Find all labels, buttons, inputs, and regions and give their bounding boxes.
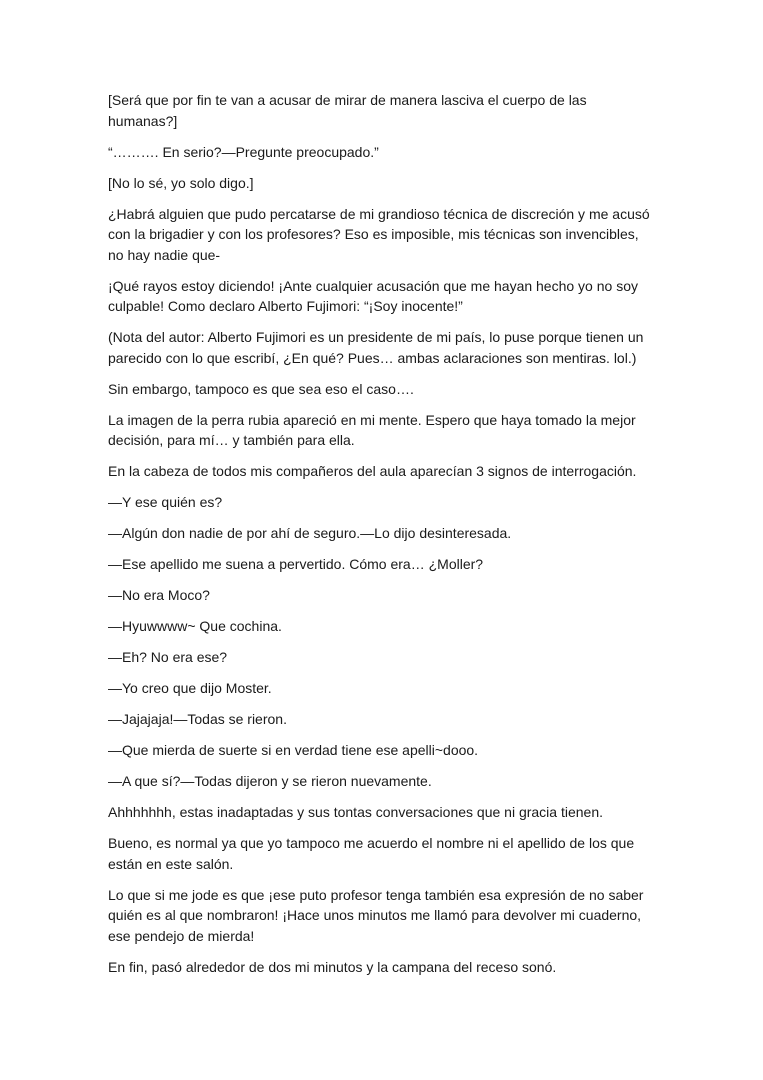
dialogue-line-2: —Algún don nadie de por ahí de seguro.—Lo dijo desinteresada. bbox=[108, 525, 512, 541]
dialogue-line-3: —Ese apellido me suena a pervertido. Cómo era… ¿Moller? bbox=[108, 556, 484, 572]
paragraph-13: En fin, pasó alrededor de dos mi minutos y la campana del receso sonó. bbox=[108, 958, 557, 975]
paragraph-7: Sin embargo, tampoco es que sea eso el caso…. bbox=[108, 380, 414, 397]
paragraph-5: ¡Qué rayos estoy diciendo! ¡Ante cualquier acusación que me hayan hecho yo no soy culpable! Como declaro Alberto Fujimori: “¡Soy inocente!” bbox=[108, 277, 638, 314]
paragraph-11: Bueno, es normal ya que yo tampoco me acuerdo el nombre ni el apellido de los que están en este salón. bbox=[108, 835, 635, 872]
paragraph-10: Ahhhhhhh, estas inadaptadas y sus tontas conversaciones que ni gracia tienen. bbox=[108, 804, 603, 820]
paragraph-2: “………. En serio?—Pregunte preocupado.” bbox=[108, 143, 379, 160]
dialogue-line-1: —Y ese quién es? bbox=[108, 494, 223, 510]
paragraph-3: [No lo sé, yo solo digo.] bbox=[108, 174, 254, 191]
document-page bbox=[108, 90, 656, 988]
paragraph-8: La imagen de la perra rubia apareció en mi mente. Espero que haya tomado la mejor decisión, para mí… y también para ella. bbox=[108, 411, 636, 448]
dialogue-line-7: —Yo creo que dijo Moster. bbox=[108, 680, 272, 696]
paragraph-12: Lo que si me jode es que ¡ese puto profesor tenga también esa expresión de no saber quién es al que nombraron! ¡Hace unos minutos me llamó para devolver mi cuaderno, ese pendejo de mierda! bbox=[108, 886, 644, 944]
paragraph-1: [Será que por fin te van a acusar de mirar de manera lasciva el cuerpo de las humanas?] bbox=[108, 92, 587, 129]
dialogue-line-4: —No era Moco? bbox=[108, 587, 210, 603]
dialogue-line-8: —Jajajaja!—Todas se rieron. bbox=[108, 711, 287, 727]
paragraph-4: ¿Habrá alguien que pudo percatarse de mi grandioso técnica de discreción y me acusó con la brigadier y con los profesores? Eso es imposible, mis técnicas son invencibles, no hay nadie que- bbox=[108, 205, 650, 263]
dialogue-line-9: —Que mierda de suerte si en verdad tiene ese apelli~dooo. bbox=[108, 742, 479, 758]
paragraph-6: (Nota del autor: Alberto Fujimori es un presidente de mi país, lo puse porque tienen un parecido con lo que escribí, ¿En qué? Pues… ambas aclaraciones son mentiras. lol.) bbox=[108, 329, 644, 366]
dialogue-line-10: —A que sí?—Todas dijeron y se rieron nuevamente. bbox=[108, 773, 432, 789]
dialogue-line-5: —Hyuwwww~ Que cochina. bbox=[108, 618, 282, 634]
paragraph-9: En la cabeza de todos mis compañeros del aula aparecían 3 signos de interrogación. bbox=[108, 463, 637, 479]
dialogue-line-6: —Eh? No era ese? bbox=[108, 649, 228, 665]
